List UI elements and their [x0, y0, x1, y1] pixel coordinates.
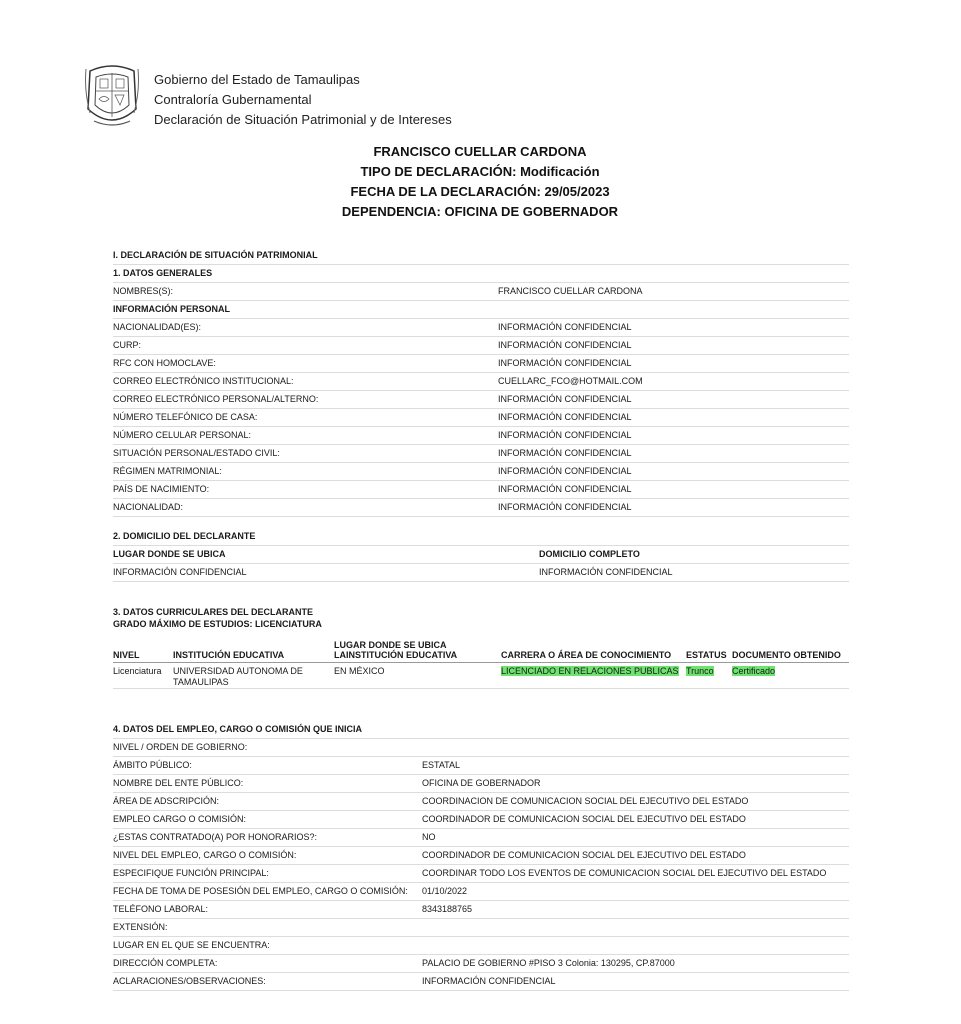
field-value: COORDINADOR DE COMUNICACION SOCIAL DEL EJECUTIVO DEL ESTADO	[422, 850, 746, 860]
field-value: COORDINAR TODO LOS EVENTOS DE COMUNICACION SOCIAL DEL EJECUTIVO DEL ESTADO	[422, 868, 827, 878]
column-header: CARRERA O ÁREA DE CONOCIMIENTO	[501, 650, 672, 660]
section-title: 3. DATOS CURRICULARES DEL DECLARANTE	[113, 607, 314, 617]
table-header-row	[113, 634, 849, 663]
column-header: LUGAR DONDE SE UBICA	[113, 549, 226, 559]
column-header: DOCUMENTO OBTENIDO	[732, 650, 841, 660]
table-row	[113, 337, 849, 355]
field-value: INFORMACIÓN CONFIDENCIAL	[498, 448, 632, 458]
field-label: ÁREA DE ADSCRIPCIÓN:	[113, 796, 220, 806]
highlighted-text: Trunco	[686, 666, 714, 676]
field-label: ¿ESTAS CONTRATADO(A) POR HONORARIOS?:	[113, 832, 318, 842]
section-general-data	[113, 247, 849, 517]
field-label: EXTENSIÓN:	[113, 922, 168, 932]
field-value: 8343188765	[422, 904, 473, 914]
agency-name: Contraloría Gubernamental	[154, 92, 312, 107]
cell-nivel: Licenciatura	[113, 666, 162, 676]
subsection-title: INFORMACIÓN PERSONAL	[113, 301, 849, 319]
field-label: LUGAR EN EL QUE SE ENCUENTRA:	[113, 940, 270, 950]
table-row	[113, 463, 849, 481]
field-label: NIVEL DEL EMPLEO, CARGO O COMISIÓN:	[113, 850, 297, 860]
field-value: INFORMACIÓN CONFIDENCIAL	[498, 358, 632, 368]
field-label: PAÍS DE NACIMIENTO:	[113, 484, 210, 494]
field-value: INFORMACIÓN CONFIDENCIAL	[539, 567, 673, 577]
section-employment	[113, 721, 849, 991]
table-row	[113, 319, 849, 337]
field-label: TELÉFONO LABORAL:	[113, 904, 209, 914]
section-title: 2. DOMICILIO DEL DECLARANTE	[113, 528, 849, 546]
field-label: ESPECIFIQUE FUNCIÓN PRINCIPAL:	[113, 868, 269, 878]
field-value: INFORMACIÓN CONFIDENCIAL	[498, 502, 632, 512]
column-header: INSTITUCIÓN EDUCATIVA	[173, 650, 285, 660]
field-label: NIVEL / ORDEN DE GOBIERNO:	[113, 742, 248, 752]
declaration-summary	[230, 142, 730, 222]
cell-institucion: UNIVERSIDAD AUTONOMA DE TAMAULIPAS	[173, 666, 303, 687]
table-row	[113, 373, 849, 391]
field-value: INFORMACIÓN CONFIDENCIAL	[498, 430, 632, 440]
column-header: DOMICILIO COMPLETO	[539, 549, 640, 559]
field-label: SITUACIÓN PERSONAL/ESTADO CIVIL:	[113, 448, 280, 458]
field-label: RÉGIMEN MATRIMONIAL:	[113, 466, 222, 476]
field-value: INFORMACIÓN CONFIDENCIAL	[498, 322, 632, 332]
field-value: COORDINACION DE COMUNICACION SOCIAL DEL EJECUTIVO DEL ESTADO	[422, 796, 749, 806]
highlighted-text: LICENCIADO EN RELACIONES PUBLICAS	[501, 666, 679, 676]
table-row	[113, 481, 849, 499]
field-value: FRANCISCO CUELLAR CARDONA	[498, 286, 643, 296]
field-value	[422, 739, 849, 756]
section-address	[113, 528, 849, 582]
field-value: INFORMACIÓN CONFIDENCIAL	[498, 340, 632, 350]
section-title: 4. DATOS DEL EMPLEO, CARGO O COMISIÓN QUE INICIA	[113, 721, 849, 739]
table-row	[113, 283, 849, 301]
field-label: DIRECCIÓN COMPLETA:	[113, 958, 218, 968]
field-label: CORREO ELECTRÓNICO PERSONAL/ALTERNO:	[113, 394, 319, 404]
table-header-row	[113, 546, 849, 564]
cell-carrera	[501, 666, 686, 688]
declaration-dependency: DEPENDENCIA: OFICINA DE GOBERNADOR	[341, 204, 619, 219]
cell-documento	[732, 666, 849, 688]
field-label: CORREO ELECTRÓNICO INSTITUCIONAL:	[113, 376, 294, 386]
table-row	[113, 427, 849, 445]
table-row	[113, 865, 849, 883]
table-row	[113, 973, 849, 991]
field-label: NÚMERO CELULAR PERSONAL:	[113, 430, 252, 440]
field-label: CURP:	[113, 340, 142, 350]
field-value: ESTATAL	[422, 760, 461, 770]
section-title: I. DECLARACIÓN DE SITUACIÓN PATRIMONIAL	[113, 247, 849, 265]
declarant-name: FRANCISCO CUELLAR CARDONA	[373, 144, 587, 159]
table-row	[113, 409, 849, 427]
field-label: EMPLEO CARGO O COMISIÓN:	[113, 814, 247, 824]
field-value: INFORMACIÓN CONFIDENCIAL	[498, 484, 632, 494]
column-header: LUGAR DONDE SE UBICA LAINSTITUCIÓN EDUCATIVA	[334, 640, 458, 660]
document-type: Declaración de Situación Patrimonial y de Intereses	[154, 112, 452, 127]
column-header: ESTATUS	[686, 650, 727, 660]
field-value: INFORMACIÓN CONFIDENCIAL	[113, 567, 247, 577]
table-row	[113, 499, 849, 517]
field-label: NOMBRES(S):	[113, 286, 174, 296]
table-row	[113, 901, 849, 919]
government-name: Gobierno del Estado de Tamaulipas	[154, 72, 360, 87]
table-row	[113, 847, 849, 865]
field-label: NOMBRE DEL ENTE PÚBLICO:	[113, 778, 244, 788]
table-row	[113, 445, 849, 463]
field-value: COORDINADOR DE COMUNICACION SOCIAL DEL EJECUTIVO DEL ESTADO	[422, 814, 746, 824]
field-label: NACIONALIDAD:	[113, 502, 184, 512]
field-value	[422, 937, 849, 954]
cell-lugar: EN MÉXICO	[334, 666, 385, 676]
section-curriculum	[113, 606, 849, 689]
declaration-type: TIPO DE DECLARACIÓN: Modificación	[360, 164, 600, 179]
field-label: RFC CON HOMOCLAVE:	[113, 358, 216, 368]
field-value	[422, 919, 849, 936]
field-label: FECHA DE TOMA DE POSESIÓN DEL EMPLEO, CARGO O COMISIÓN:	[113, 886, 408, 896]
table-row	[113, 775, 849, 793]
field-value: NO	[422, 832, 436, 842]
table-row	[113, 937, 849, 955]
table-row	[113, 739, 849, 757]
table-row	[113, 883, 849, 901]
field-value: OFICINA DE GOBERNADOR	[422, 778, 541, 788]
document-header	[154, 70, 452, 130]
declaration-date: FECHA DE LA DECLARACIÓN: 29/05/2023	[350, 184, 610, 199]
table-row	[113, 955, 849, 973]
field-label: NÚMERO TELEFÓNICO DE CASA:	[113, 412, 258, 422]
field-label: NACIONALIDAD(ES):	[113, 322, 202, 332]
field-label: ACLARACIONES/OBSERVACIONES:	[113, 976, 266, 986]
field-value: INFORMACIÓN CONFIDENCIAL	[422, 976, 556, 986]
field-value: CUELLARC_FCO@HOTMAIL.COM	[498, 376, 643, 386]
column-header: NIVEL	[113, 650, 140, 660]
highlighted-text: Certificado	[732, 666, 776, 676]
field-label: ÁMBITO PÚBLICO:	[113, 760, 192, 770]
table-row	[113, 829, 849, 847]
table-row	[113, 355, 849, 373]
field-value: INFORMACIÓN CONFIDENCIAL	[498, 466, 632, 476]
subsection-title: 1. DATOS GENERALES	[113, 265, 849, 283]
table-row	[113, 564, 849, 582]
table-row	[113, 391, 849, 409]
table-row	[113, 811, 849, 829]
field-value: INFORMACIÓN CONFIDENCIAL	[498, 394, 632, 404]
education-grade: GRADO MÁXIMO DE ESTUDIOS: LICENCIATURA	[113, 619, 322, 629]
field-value: PALACIO DE GOBIERNO #PISO 3 Colonia: 130295, CP.87000	[422, 958, 675, 968]
coat-of-arms-icon	[84, 61, 140, 131]
field-value: 01/10/2022	[422, 886, 468, 896]
table-row	[113, 793, 849, 811]
table-row	[113, 663, 849, 689]
table-row	[113, 919, 849, 937]
table-row	[113, 757, 849, 775]
cell-estatus	[686, 666, 732, 688]
field-value: INFORMACIÓN CONFIDENCIAL	[498, 412, 632, 422]
